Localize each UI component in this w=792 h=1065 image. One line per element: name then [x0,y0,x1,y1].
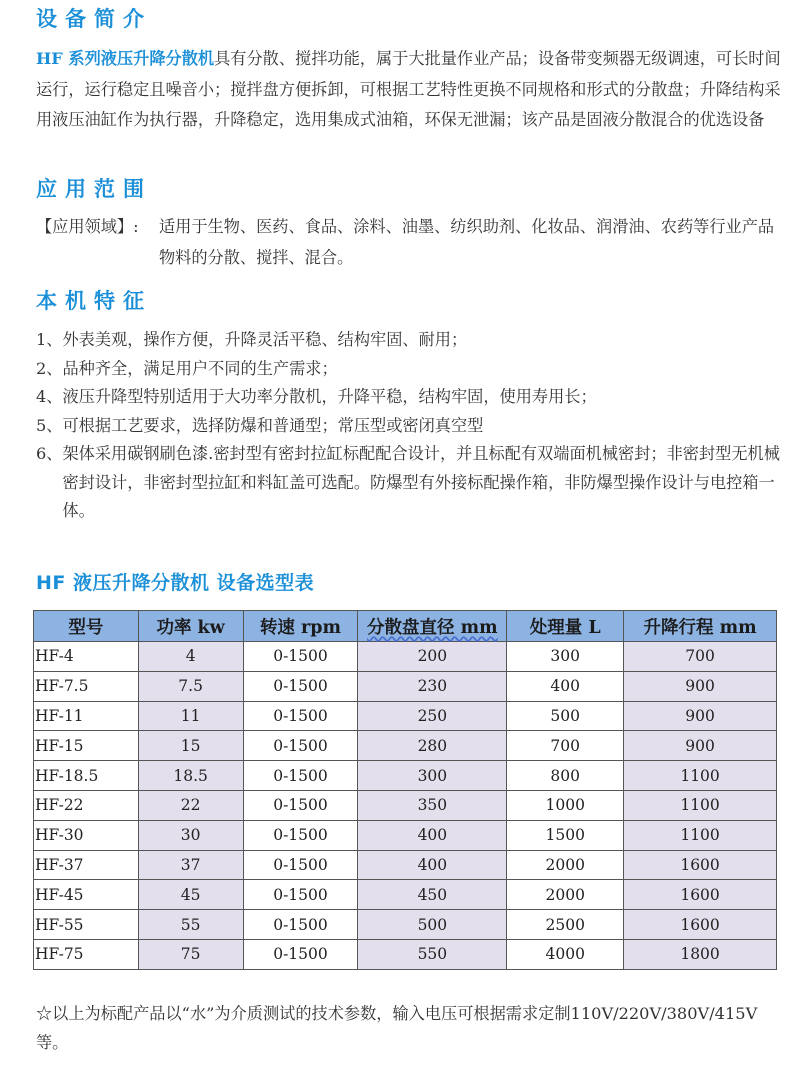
table-cell: 300 [507,642,624,672]
table-cell: 400 [358,850,507,880]
intro-paragraph [36,44,788,136]
table-cell: HF-18.5 [34,761,139,791]
column-header [243,611,358,642]
feature-item [36,326,788,355]
table-cell: 900 [624,701,777,731]
table-cell: HF-30 [34,820,139,850]
feature-text: 品种齐全，满足用户不同的生产需求； [62,358,338,378]
feature-number: 2、 [36,358,63,378]
column-header-label: 转速 rpm [259,617,342,638]
table-cell: 1100 [624,820,777,850]
table-row [34,790,777,820]
table-cell: 0-1500 [243,880,358,910]
table-cell: HF-15 [34,731,139,761]
feature-text: 外表美观，操作方便，升降灵活平稳、结构牢固、耐用； [62,330,468,349]
column-header [624,611,777,642]
table-cell: 0-1500 [243,642,358,672]
table-cell: 0-1500 [243,910,358,940]
table-cell: 1100 [624,761,777,791]
table-cell: 2000 [507,880,624,910]
features-list [36,326,788,526]
column-header [34,611,139,642]
table-cell: 1500 [507,820,624,850]
table-cell: HF-55 [34,910,139,940]
table-cell: HF-37 [34,850,139,880]
feature-item [36,383,788,412]
intro-text: 具有分散、搅拌功能，属于大批量作业产品；设备带变频器无级调速，可长时间运行，运行稳定且噪音小；搅拌盘方便拆卸，可根据工艺特性更换不同规格和形式的分散盘；升降结构采用液压油缸作为执行器，升降稳定，选用集成式油箱，环保无泄漏；该产品是固液分散混合的优选设备 [36,49,781,129]
feature-number: 1、 [36,330,63,349]
feature-text: 架体采用碳钢刷色漆.密封型有密封拉缸标配配合设计，并且标配有双端面机械密封；非密封型无机械密封设计，非密封型拉缸和料缸盖可选配。防爆型有外接标配操作箱，非防爆型操作设计与电控箱一体。 [62,444,780,520]
section-heading-intro: 设备简介 [36,7,152,31]
table-cell: 1000 [507,790,624,820]
application-label: 【应用领域】: [36,217,139,236]
table-row [34,850,777,880]
table-cell: 400 [507,671,624,701]
column-header-label: 分散盘直径 mm [367,617,498,638]
table-cell: 300 [358,761,507,791]
table-cell: 0-1500 [243,671,358,701]
application-text: 适用于生物、医药、食品、涂料、油墨、纺织助剂、化妆品、润滑油、农药等行业产品物料的分散、搅拌、混合。 [159,217,775,267]
feature-number: 6、 [36,444,63,463]
table-header-row [34,611,777,642]
table-row [34,880,777,910]
feature-number: 5、 [36,415,63,435]
column-header-label: 升降行程 mm [643,617,757,638]
table-cell: 22 [138,790,243,820]
table-cell: 1600 [624,850,777,880]
table-cell: 900 [624,671,777,701]
table-cell: 75 [138,939,243,969]
section-heading-features: 本机特征 [36,289,152,313]
table-cell: 0-1500 [243,790,358,820]
table-row [34,642,777,672]
table-cell: 450 [358,880,507,910]
table-row [34,939,777,969]
table-cell: 11 [138,701,243,731]
column-header [358,611,507,642]
table-cell: 230 [358,671,507,701]
table-cell: HF-22 [34,790,139,820]
table-cell: 1600 [624,880,777,910]
column-header-label: 型号 [68,617,104,638]
footnote: ☆以上为标配产品以“水”为介质测试的技术参数，输入电压可根据需求定制110V/220V/380V/415V 等。 [36,1004,758,1052]
table-cell: 18.5 [138,761,243,791]
table-cell: HF-4 [34,642,139,672]
product-name: HF 系列液压升降分散机 [36,49,215,68]
table-cell: HF-11 [34,701,139,731]
table-cell: 280 [358,731,507,761]
feature-item [36,412,788,441]
table-cell: HF-45 [34,880,139,910]
table-cell: 1600 [624,910,777,940]
table-cell: 0-1500 [243,850,358,880]
table-row [34,671,777,701]
table-cell: HF-7.5 [34,671,139,701]
table-cell: 1100 [624,790,777,820]
table-cell: 0-1500 [243,939,358,969]
table-row [34,820,777,850]
table-cell: 0-1500 [243,701,358,731]
table-row [34,910,777,940]
feature-text: 液压升降型特别适用于大功率分散机，升降平稳，结构牢固，使用寿用长； [62,387,597,406]
table-cell: 4000 [507,939,624,969]
table-cell: HF-75 [34,939,139,969]
table-cell: 4 [138,642,243,672]
table-cell: 2500 [507,910,624,940]
table-cell: 2000 [507,850,624,880]
spec-table [33,610,777,970]
column-header-label: 功率 kw [156,617,225,638]
table-cell: 55 [138,910,243,940]
feature-number: 4、 [36,387,63,406]
table-row [34,761,777,791]
column-header-label: 处理量 L [529,617,601,638]
feature-item [36,440,788,526]
table-cell: 0-1500 [243,731,358,761]
table-title: HF 液压升降分散机 设备选型表 [36,572,315,594]
table-cell: 500 [358,910,507,940]
table-cell: 30 [138,820,243,850]
table-cell: 700 [624,642,777,672]
table-cell: 37 [138,850,243,880]
table-cell: 900 [624,731,777,761]
table-cell: 15 [138,731,243,761]
feature-item [36,355,788,384]
table-cell: 200 [358,642,507,672]
table-cell: 7.5 [138,671,243,701]
column-header [138,611,243,642]
table-cell: 0-1500 [243,761,358,791]
table-cell: 400 [358,820,507,850]
table-cell: 250 [358,701,507,731]
table-cell: 500 [507,701,624,731]
feature-text: 可根据工艺要求，选择防爆和普通型；常压型或密闭真空型 [62,415,484,435]
table-cell: 1800 [624,939,777,969]
table-cell: 0-1500 [243,820,358,850]
table-cell: 45 [138,880,243,910]
section-heading-application: 应用范围 [36,177,152,201]
table-cell: 550 [358,939,507,969]
table-row [34,731,777,761]
table-cell: 700 [507,731,624,761]
table-cell: 800 [507,761,624,791]
table-cell: 350 [358,790,507,820]
column-header [507,611,624,642]
application-block [36,212,788,273]
table-row [34,701,777,731]
